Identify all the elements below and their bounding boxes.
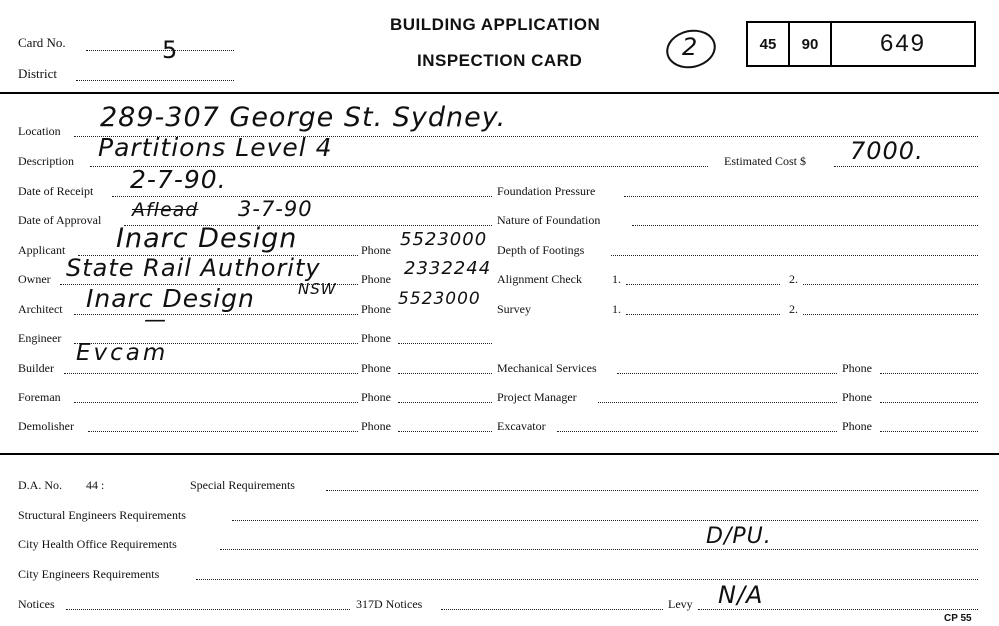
excavator-line bbox=[557, 431, 837, 432]
ref-box-1: 45 bbox=[746, 21, 790, 67]
owner-phone-value: 2332244 bbox=[404, 258, 492, 279]
nature-foundation-line bbox=[632, 225, 978, 226]
date-receipt-value: 2-7-90. bbox=[130, 165, 227, 194]
city-health-label: City Health Office Requirements bbox=[18, 537, 177, 551]
alignment-2-line bbox=[803, 284, 978, 285]
alignment-2-label: 2. bbox=[789, 272, 798, 286]
estimated-cost-value: 7000. bbox=[850, 137, 924, 165]
applicant-label: Applicant bbox=[18, 243, 66, 257]
owner-label: Owner bbox=[18, 272, 51, 286]
da-no-value: 44 : bbox=[86, 478, 105, 492]
city-health-value: D/PU. bbox=[706, 524, 772, 549]
city-engineers-label: City Engineers Requirements bbox=[18, 567, 160, 581]
architect-phone-value: 5523000 bbox=[398, 289, 481, 309]
pm-phone-line bbox=[880, 402, 978, 403]
project-manager-label: Project Manager bbox=[497, 390, 577, 404]
date-approval-label: Date of Approval bbox=[18, 213, 102, 227]
top-rule bbox=[0, 92, 999, 94]
notices-line bbox=[66, 609, 350, 610]
middle-rule bbox=[0, 453, 999, 455]
foundation-pressure-line bbox=[624, 196, 978, 197]
depth-footings-label: Depth of Footings bbox=[497, 243, 585, 257]
city-health-line bbox=[220, 549, 978, 550]
builder-phone-label: Phone bbox=[361, 361, 391, 375]
foundation-pressure-label: Foundation Pressure bbox=[497, 184, 596, 198]
survey-1-line bbox=[626, 314, 780, 315]
title-line-2: INSPECTION CARD bbox=[417, 51, 583, 70]
structural-engineers-label: Structural Engineers Requirements bbox=[18, 508, 186, 522]
demolisher-label: Demolisher bbox=[18, 419, 74, 433]
foreman-phone-line bbox=[398, 402, 492, 403]
date-approval-value: 3-7-90 bbox=[238, 197, 313, 221]
foreman-phone-label: Phone bbox=[361, 390, 391, 404]
description-label: Description bbox=[18, 154, 74, 168]
builder-line bbox=[64, 373, 358, 374]
alignment-check-label: Alignment Check bbox=[497, 272, 582, 286]
nature-foundation-label: Nature of Foundation bbox=[497, 213, 601, 227]
excavator-label: Excavator bbox=[497, 419, 546, 433]
owner-value-2: NSW bbox=[298, 280, 337, 298]
owner-value: State Rail Authority bbox=[66, 254, 321, 282]
mechanical-services-line bbox=[617, 373, 837, 374]
levy-line bbox=[698, 609, 978, 610]
form-code: CP 55 bbox=[944, 613, 972, 624]
mechanical-phone-label: Phone bbox=[842, 361, 872, 375]
district-line bbox=[76, 80, 234, 81]
card-number-box: 649 bbox=[830, 21, 976, 67]
date-approval-struck: Aflead bbox=[132, 199, 199, 221]
card-no-value: 5 bbox=[162, 36, 179, 64]
description-value: Partitions Level 4 bbox=[98, 133, 333, 162]
depth-footings-line bbox=[611, 255, 978, 256]
estimated-cost-label: Estimated Cost $ bbox=[724, 154, 806, 168]
architect-label: Architect bbox=[18, 302, 63, 316]
engineer-label: Engineer bbox=[18, 331, 62, 345]
location-value: 289-307 George St. Sydney. bbox=[100, 102, 507, 133]
title-line-1: BUILDING APPLICATION bbox=[390, 15, 601, 34]
pm-phone-label: Phone bbox=[842, 390, 872, 404]
architect-value: Inarc Design bbox=[86, 284, 255, 313]
card-no-line bbox=[86, 50, 234, 51]
district-label: District bbox=[18, 66, 57, 81]
engineer-phone-label: Phone bbox=[361, 331, 391, 345]
applicant-value: Inarc Design bbox=[116, 223, 298, 254]
city-engineers-line bbox=[196, 579, 978, 580]
demolisher-line bbox=[88, 431, 358, 432]
alignment-1-label: 1. bbox=[612, 272, 621, 286]
foreman-line bbox=[74, 402, 358, 403]
architect-phone-label: Phone bbox=[361, 302, 391, 316]
location-label: Location bbox=[18, 124, 61, 138]
builder-phone-line bbox=[398, 373, 492, 374]
architect-line bbox=[74, 314, 358, 315]
estimated-cost-line bbox=[834, 166, 978, 167]
applicant-phone-label: Phone bbox=[361, 243, 391, 257]
structural-engineers-line bbox=[232, 520, 978, 521]
survey-2-label: 2. bbox=[789, 302, 798, 316]
notices-317d-label: 317D Notices bbox=[356, 597, 423, 611]
alignment-1-line bbox=[626, 284, 780, 285]
special-requirements-label: Special Requirements bbox=[190, 478, 295, 492]
builder-value: Evcam bbox=[76, 340, 169, 366]
special-requirements-line bbox=[326, 490, 978, 491]
levy-value: N/A bbox=[718, 581, 764, 609]
project-manager-line bbox=[598, 402, 837, 403]
excavator-phone-label: Phone bbox=[842, 419, 872, 433]
owner-phone-label: Phone bbox=[361, 272, 391, 286]
da-no-label: D.A. No. bbox=[18, 478, 62, 492]
card-no-label: Card No. bbox=[18, 35, 66, 50]
notices-label: Notices bbox=[18, 597, 55, 611]
ref-box-2: 90 bbox=[788, 21, 832, 67]
notices-317d-line bbox=[441, 609, 663, 610]
applicant-phone-value: 5523000 bbox=[400, 229, 488, 250]
foreman-label: Foreman bbox=[18, 390, 61, 404]
mechanical-services-label: Mechanical Services bbox=[497, 361, 597, 375]
date-receipt-label: Date of Receipt bbox=[18, 184, 94, 198]
levy-label: Levy bbox=[668, 597, 693, 611]
demolisher-phone-line bbox=[398, 431, 492, 432]
mechanical-phone-line bbox=[880, 373, 978, 374]
builder-label: Builder bbox=[18, 361, 54, 375]
circled-number: 2 bbox=[682, 33, 699, 61]
excavator-phone-line bbox=[880, 431, 978, 432]
engineer-phone-line bbox=[398, 343, 492, 344]
engineer-value: — bbox=[144, 308, 167, 333]
survey-2-line bbox=[803, 314, 978, 315]
survey-1-label: 1. bbox=[612, 302, 621, 316]
survey-label: Survey bbox=[497, 302, 531, 316]
demolisher-phone-label: Phone bbox=[361, 419, 391, 433]
